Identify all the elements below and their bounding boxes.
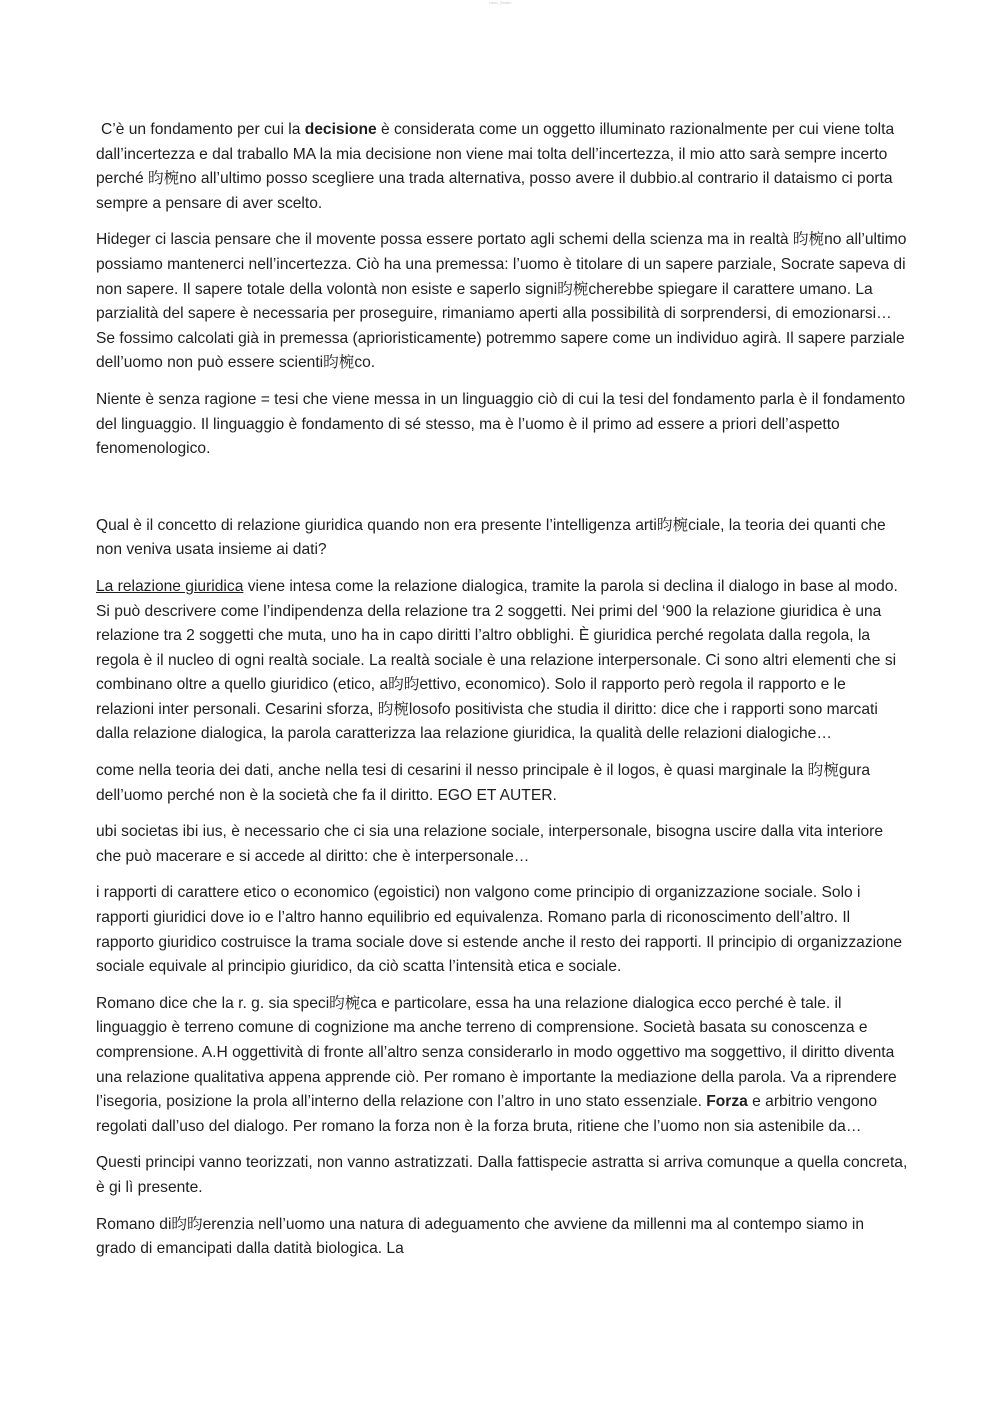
paragraph-hideger <box>96 228 908 376</box>
paragraph-ubi-societas: ubi societas ibi ius, è necessario che ci sia una relazione sociale, interpersonale, bisogna uscire dalla vita interiore che può macerare e si accede al diritto: che è interpersonale… <box>96 823 884 865</box>
text-span: no all’ultimo posso scegliere una trada alternativa, posso avere il dubbio.al contrario il dataismo ci porta sempre a pensare di aver scelto. <box>96 170 893 212</box>
text-span: gura dell’uomo perché non è la società che fa il diritto. EGO ET AUTER. <box>96 762 871 804</box>
text-span: no all’ultimo possiamo mantenerci nell’incertezza. Ciò ha una premessa: l’uomo è titolare di un sapere parziale, Socrate sapeva di non sapere. Il sapere totale della volontà non esiste e saperlo signi <box>96 231 907 298</box>
ligature-glyph: 昀椀 <box>656 516 689 534</box>
text-span: ca e particolare, essa ha una relazione dialogica ecco perché è tale. il linguaggio è terreno comune di cognizione ma anche terreno di comprensione. Società basata su conoscenza e comprensione. A.H oggettività di fronte all’altro senza considerarlo in modo oggettivo ma soggettivo, il diritto diventa una relazione qualitativa appena apprende ciò. Per romano è importante la mediazione della parola. Va a riprendere l’isegoria, posizione la prola all’interno della relazione con l’altro in uno stato essenziale. <box>96 994 897 1111</box>
text-span: Hideger ci lascia pensare che il movente possa essere portato agli schemi della scienza ma in realtà <box>96 231 793 249</box>
text-span: come nella teoria dei dati, anche nella tesi di cesarini il nesso principale è il logos, è quasi marginale la <box>96 762 808 780</box>
paragraph-romano <box>96 992 908 1140</box>
paragraph-teoria-dati <box>96 759 908 808</box>
ligature-glyph: 昀椀 <box>323 354 355 372</box>
paragraph-principi: Questi principi vanno teorizzati, non vanno astratizzati. Dalla fattispecie astratta si arriva comunque a quella concreta, è gi lì presente. <box>96 1154 908 1196</box>
ligature-glyph: 昀椀 <box>329 994 361 1012</box>
ligature-glyph: 昀椀 <box>377 700 409 718</box>
text-span: Romano di <box>96 1215 172 1233</box>
text-span: Qual è il concetto di relazione giuridica quando non era presente l’intelligenza arti <box>96 516 657 534</box>
paragraph-question <box>96 514 908 563</box>
text-span: viene intesa come la relazione dialogica, tramite la parola si declina il dialogo in base al modo. Si può descrivere come l’indipendenza della relazione tra 2 soggetti. Nei primi del ‘900 la relazione giuridica è una relazione tra 2 soggetti che muta, uno ha in capo diritti l’altro obblighi. È giuridica perché regolata dalla regola, la regola è il nucleo di ogni realtà sociale. La realtà sociale è una relazione interpersonale. Ci sono altri elementi che si combinano oltre a quello giuridico (etico, a <box>96 577 898 694</box>
ligature-glyph: 昀昀 <box>171 1215 203 1233</box>
text-span: e arbitrio vengono regolati dall’uso del dialogo. Per romano la forza non è la forza bruta, ritiene che l’uomo non sia astenibile da… <box>96 1093 878 1135</box>
text-span: è considerata come un oggetto illuminato razionalmente per cui viene tolta dall’incertezza e dal traballo MA la mia decisione non viene mai tolta dell’incertezza, il mio atto sarà sempre incerto perché <box>96 121 895 188</box>
bold-term-forza: Forza <box>706 1093 748 1111</box>
text-span: erenzia nell’uomo una natura di adeguamento che avviene da millenni ma al contempo siamo in grado di emancipati dalla datità biologica. La <box>96 1215 865 1258</box>
ligature-glyph: 昀昀 <box>388 676 420 694</box>
paragraph-rapporti: i rapporti di carattere etico o economico (egoistici) non valgono come principio di organizzazione sociale. Solo i rapporti giuridici dove io e l’altro hanno equilibrio ed equivalenza. Romano parla di riconoscimento dell’altro. Il rapporto giuridico costruisce la trama sociale dove si estende anche il resto dei rapporti. Il principio di organizzazione sociale equivale al principio giuridico, da ciò scatta l’intensità etica e sociale. <box>96 884 903 976</box>
document-body <box>96 118 908 1274</box>
text-span: co. <box>354 354 376 372</box>
page-header-watermark: Leon_Studio <box>488 0 512 5</box>
text-span: cherebbe spiegare il carattere umano. La parzialità del sapere è necessaria per proseguire, rimaniamo aperti alla possibilità di sorprendersi, di emozionarsi… Se fossimo calcolati già in premessa (aprioristicamente) potremmo sapere come un individuo agirà. Il sapere parziale dell’uomo non può essere scienti <box>96 280 905 372</box>
underlined-term: La relazione giuridica <box>96 577 244 595</box>
paragraph-niente: Niente è senza ragione = tesi che viene messa in un linguaggio ciò di cui la tesi del fondamento parla è il fondamento del linguaggio. Il linguaggio è fondamento di sé stesso, ma è l’uomo è il primo ad essere a priori dell’aspetto fenomenologico. <box>96 390 906 458</box>
paragraph-relazione-giuridica <box>96 575 908 747</box>
ligature-glyph: 昀椀 <box>148 170 180 188</box>
paragraph-decisione <box>96 118 908 216</box>
ligature-glyph: 昀椀 <box>557 280 589 298</box>
text-span: losofo positivista che studia il diritto: dice che i rapporti sono marcati dalla relazione dialogica, la parola caratterizza laa relazione giuridica, la qualità delle relazioni dialogiche… <box>96 700 878 743</box>
ligature-glyph: 昀椀 <box>807 762 839 780</box>
bold-term-decisione: decisione <box>304 121 377 138</box>
ligature-glyph: 昀椀 <box>792 231 825 249</box>
text-span: C’è un fondamento per cui la <box>101 121 305 138</box>
text-span: Romano dice che la r. g. sia speci <box>96 994 330 1012</box>
paragraph-romano-differenzia <box>96 1213 908 1262</box>
text-span: ettivo, economico). Solo il rapporto però regola il rapporto e le relazioni inter personali. Cesarini sforza, <box>96 676 846 718</box>
text-span: ciale, la teoria dei quanti che non veniva usata insieme ai dati? <box>96 516 886 559</box>
